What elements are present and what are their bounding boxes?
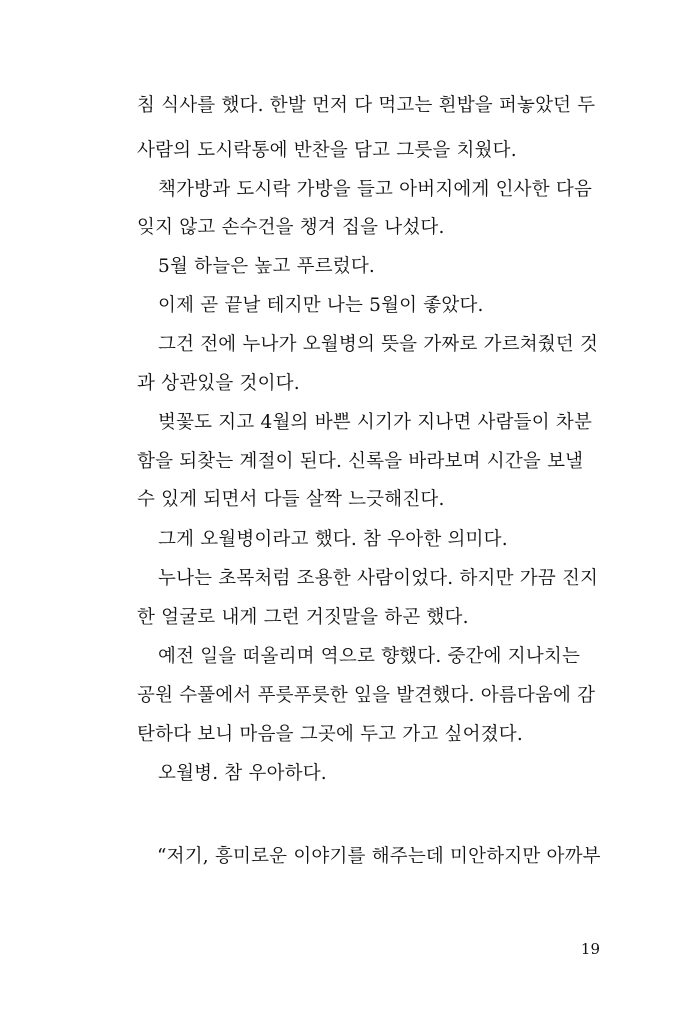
text-line-3: 책가방과 도시락 가방을 들고 아버지에게 인사한 다음: [158, 179, 593, 200]
text-line-14: 한 얼굴로 내게 그런 거짓말을 하곤 했다.: [137, 607, 469, 628]
text-line-8: 과 상관있을 것이다.: [137, 373, 300, 394]
text-line-18: 오월병. 참 우아하다.: [158, 763, 327, 784]
text-line-9: 벚꽃도 지고 4월의 바쁜 시기가 지나면 사람들이 차분: [158, 412, 593, 433]
text-line-15: 예전 일을 떠올리며 역으로 향했다. 중간에 지나치는: [158, 646, 581, 667]
text-line-4: 잊지 않고 손수건을 챙겨 집을 나섰다.: [137, 217, 445, 238]
text-line-2: 사람의 도시락통에 반찬을 담고 그릇을 치웠다.: [137, 140, 517, 161]
text-line-6: 이제 곧 끝날 테지만 나는 5월이 좋았다.: [158, 295, 484, 316]
text-line-11: 수 있게 되면서 다들 살짝 느긋해진다.: [137, 489, 445, 510]
text-line-7: 그건 전에 누나가 오월병의 뜻을 가짜로 가르쳐줬던 것: [158, 334, 599, 355]
text-line-1: 침 식사를 했다. 한발 먼저 다 먹고는 흰밥을 퍼놓았던 두: [137, 95, 596, 116]
text-line-5: 5월 하늘은 높고 푸르렀다.: [158, 256, 376, 277]
text-line-16: 공원 수풀에서 푸릇푸릇한 잎을 발견했다. 아름다움에 감: [137, 685, 596, 706]
page-number: 19: [580, 940, 600, 958]
text-line-10: 함을 되찾는 계절이 된다. 신록을 바라보며 시간을 보낼: [137, 451, 584, 472]
text-line-12: 그게 오월병이라고 했다. 참 우아한 의미다.: [158, 529, 508, 550]
text-line-13: 누나는 초목처럼 조용한 사람이었다. 하지만 가끔 진지: [158, 568, 599, 589]
text-line-19-dialogue: “저기, 흥미로운 이야기를 해주는데 미안하지만 아까부: [157, 846, 601, 867]
text-line-17: 탄하다 보니 마음을 그곳에 두고 가고 싶어졌다.: [137, 724, 523, 745]
